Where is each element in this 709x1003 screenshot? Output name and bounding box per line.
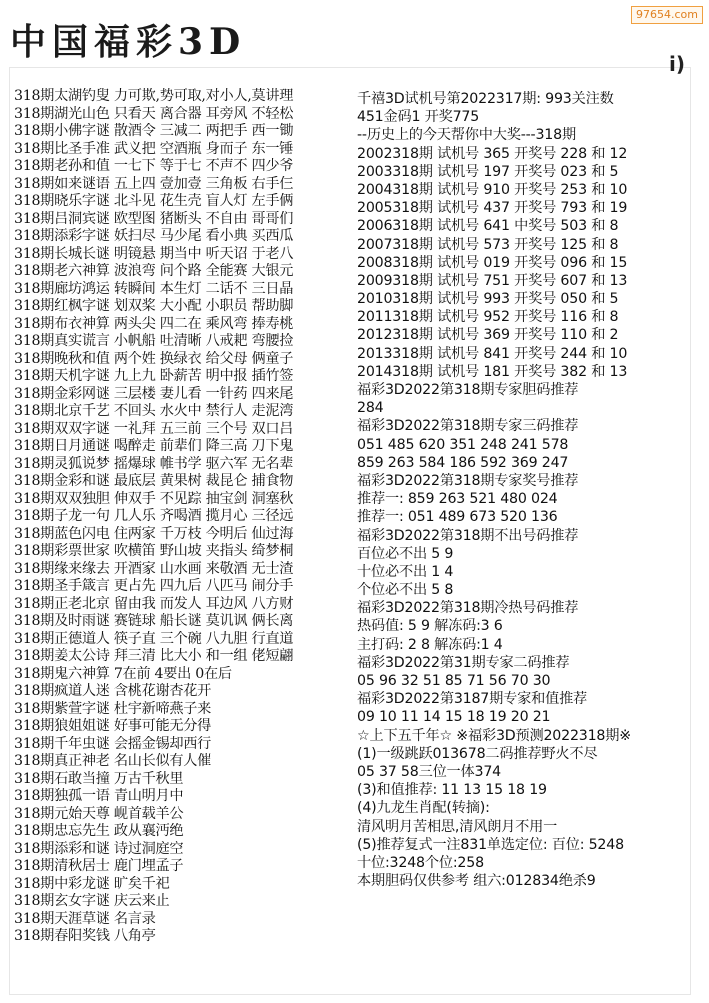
recommendation-line: 2013318期 试机号 841 开奖号 244 和 10 <box>357 345 628 362</box>
puzzle-row: 318期如来谜语 五上四 壹加壹 三角板 右手仨 <box>14 175 294 192</box>
recommendation-line: 2011318期 试机号 952 开奖号 116 和 8 <box>357 309 619 326</box>
recommendation-line: (1)一级跳跃013678二码推荐野火不尽 <box>357 745 598 762</box>
puzzle-row: 318期正德道人 筷子直 三个碗 八九胆 行直道 <box>14 630 294 647</box>
recommendation-line: 284 <box>357 400 384 417</box>
puzzle-row: 318期忠忘先生 政从襄沔绝 <box>14 823 184 839</box>
puzzle-row: 318期老六神算 波浪弯 问个路 全能赛 大银元 <box>14 263 294 279</box>
recommendation-line: 福彩3D2022第3187期专家和值推荐 <box>357 691 588 708</box>
recommendation-line: 2008318期 试机号 019 开奖号 096 和 15 <box>357 254 628 271</box>
puzzle-row: 318期清秋居士 鹿门埋孟子 <box>14 858 184 874</box>
recommendation-line: 本期胆码仅供参考 组六:012834绝杀9 <box>357 873 596 890</box>
recommendation-line: 2004318期 试机号 910 开奖号 253 和 10 <box>357 181 628 198</box>
puzzle-row: 318期鬼六神算 7在前 4要出 0在后 <box>14 665 232 682</box>
recommendation-line: 清风明月苦相思,清风朗月不用一 <box>357 818 558 835</box>
recommendation-line: 百位必不出 5 9 <box>357 545 454 562</box>
puzzle-row: 318期元始天尊 岘首载羊公 <box>14 805 184 822</box>
recommendation-line: 2012318期 试机号 369 开奖号 110 和 2 <box>357 327 619 344</box>
recommendation-line: 2002318期 试机号 365 开奖号 228 和 12 <box>357 145 628 162</box>
recommendation-line: 福彩3D2022第318期专家三码推荐 <box>357 418 579 435</box>
puzzle-row: 318期比圣手准 武义把 空酒瓶 身而子 东一锤 <box>14 140 294 157</box>
recommendation-line: 福彩3D2022第318期不出号码推荐 <box>357 527 579 544</box>
puzzle-row: 318期晚秋和值 两个姓 换绿衣 给父母 俩童子 <box>14 350 294 367</box>
puzzle-row: 318期金彩网谜 三层楼 妻儿看 一针药 四来尾 <box>14 385 294 402</box>
puzzle-row: 318期布衣神算 两头尖 四二在 乘风弯 捧寿桃 <box>14 315 294 332</box>
puzzle-row: 318期姜太公诗 拜三清 比大小 和一组 佬短翩 <box>14 648 294 664</box>
puzzle-row: 318期吕洞宾谜 欧型图 猪断头 不自由 哥哥们 <box>14 210 294 227</box>
puzzle-row: 318期北京千艺 不回头 水火中 禁行人 走泥湾 <box>14 403 294 419</box>
puzzle-row: 318期添彩和谜 诗过洞庭空 <box>14 840 184 857</box>
recommendation-line: 主打码: 2 8 解冻码:1 4 <box>357 636 503 653</box>
puzzle-row: 318期正老北京 留由我 而发人 耳边风 八方财 <box>14 595 294 612</box>
puzzle-row: 318期及时雨谜 赛链球 船长谜 莫讥讽 俩长离 <box>14 613 294 629</box>
puzzle-row: 318期独孤一语 青山明月中 <box>14 788 184 804</box>
recommendation-line: 千禧3D试机号第2022317期: 993关注数 <box>357 91 614 107</box>
recommendation-line: 十位:3248个位:258 <box>357 854 484 871</box>
puzzle-row: 318期狼姐姐谜 好事可能无分得 <box>14 718 212 734</box>
puzzle-row: 318期老孙和值 一七下 等于七 不声不 四少爷 <box>14 158 294 174</box>
puzzle-row: 318期千年虫谜 会摇金锡却西行 <box>14 735 212 752</box>
puzzle-row: 318期金彩和谜 最底层 黄果树 裁昆仑 捕食物 <box>14 473 294 489</box>
puzzle-row: 318期日月通谜 喝醉走 前辈们 降三高 刀下鬼 <box>14 438 294 454</box>
puzzle-row: 318期石敢当撞 万古千秋里 <box>14 770 184 787</box>
puzzle-row: 318期疯道人迷 含桃花谢杏花开 <box>14 683 212 699</box>
puzzle-list <box>14 88 354 946</box>
recommendation-line: (3)和值推荐: 11 13 15 18 19 <box>357 782 547 799</box>
recommendation-line: 05 96 32 51 85 71 56 70 30 <box>357 673 551 689</box>
recommendation-panel <box>357 90 697 890</box>
recommendation-line: 2010318期 试机号 993 开奖号 050 和 5 <box>357 291 619 308</box>
puzzle-row: 318期蓝色闪电 住两家 千万枝 今明后 仙过海 <box>14 525 294 542</box>
puzzle-row: 318期紫萱字谜 杜宇新啼燕子来 <box>14 700 212 717</box>
puzzle-row: 318期长城长谜 明镜悬 期当中 听天诏 于老八 <box>14 245 294 262</box>
puzzle-row: 318期春阳奖钱 八角亭 <box>14 928 156 944</box>
puzzle-row: 318期子龙一句 几人乐 齐喝酒 揽月心 三径远 <box>14 508 294 524</box>
recommendation-line: --历史上的今天帮你中大奖---318期 <box>357 127 576 144</box>
site-watermark: 97654.com <box>631 6 703 24</box>
recommendation-line: 859 263 584 186 592 369 247 <box>357 454 569 471</box>
puzzle-row: 318期缘来缘去 开酒家 山水画 来敬酒 无士渣 <box>14 560 294 577</box>
recommendation-line: (4)九龙生肖配(转摘): <box>357 800 490 817</box>
recommendation-line: 451金码1 开奖775 <box>357 109 480 126</box>
recommendation-line: 09 10 11 14 15 18 19 20 21 <box>357 709 551 726</box>
recommendation-line: 福彩3D2022第318期冷热号码推荐 <box>357 600 579 617</box>
puzzle-row: 318期晓乐字谜 北斗见 花生壳 盲人灯 左手俩 <box>14 193 294 209</box>
recommendation-line: 热码值: 5 9 解冻码:3 6 <box>357 618 503 635</box>
puzzle-row: 318期双双独胆 伸双手 不见踪 抽宝剑 洞塞秋 <box>14 490 294 507</box>
recommendation-line: 2009318期 试机号 751 开奖号 607 和 13 <box>357 272 628 289</box>
recommendation-line: (5)推荐复式一注831单选定位: 百位: 5248 <box>357 836 624 853</box>
brand-right-fragment: i) <box>669 52 685 76</box>
puzzle-row: 318期灵狐说梦 摇爆球 帷书学 驱六军 无名辈 <box>14 455 294 472</box>
recommendation-line: 推荐一: 859 263 521 480 024 <box>357 491 558 508</box>
recommendation-line: 福彩3D2022第31期专家二码推荐 <box>357 654 570 671</box>
puzzle-row: 318期小佛字谜 散酒令 三减二 两把手 西一锄 <box>14 123 294 139</box>
puzzle-row: 318期太湖钓叟 力可欺,势可取,对小人,莫讲理 <box>14 88 294 104</box>
brand-title: 中国福彩3D <box>10 21 247 58</box>
recommendation-line: 福彩3D2022第318期专家奖号推荐 <box>357 472 579 489</box>
puzzle-row: 318期圣手箴言 更占先 四九后 八匹马 闹分手 <box>14 578 294 594</box>
recommendation-line: ☆上下五千年☆ ※福彩3D预测2022318期※ <box>357 727 631 744</box>
recommendation-line: 2005318期 试机号 437 开奖号 793 和 19 <box>357 200 628 217</box>
puzzle-row: 318期天机字谜 九上九 卧薪苦 明中报 插竹签 <box>14 368 294 384</box>
puzzle-row: 318期彩票世家 吹横笛 野山坡 夹指头 绮梦桐 <box>14 543 294 559</box>
recommendation-line: 个位必不出 5 8 <box>357 582 454 599</box>
puzzle-row: 318期湖光山色 只看天 离合器 耳旁风 不轻松 <box>14 105 294 122</box>
puzzle-row: 318期红枫字谜 划双桨 大小配 小职员 帮助脚 <box>14 298 294 314</box>
recommendation-line: 2003318期 试机号 197 开奖号 023 和 5 <box>357 163 619 180</box>
recommendation-line: 推荐一: 051 489 673 520 136 <box>357 509 558 526</box>
puzzle-row: 318期玄女字谜 庆云来止 <box>14 893 170 909</box>
recommendation-line: 05 37 58三位一体374 <box>357 763 502 780</box>
recommendation-line: 2014318期 试机号 181 开奖号 382 和 13 <box>357 363 628 380</box>
puzzle-row: 318期廊坊鸿运 转瞬间 本生灯 二话不 三日晶 <box>14 280 294 297</box>
puzzle-row: 318期真实谎言 小帆船 吐清晰 八戒耙 弯腰捡 <box>14 333 294 349</box>
puzzle-row: 318期中彩龙谜 旷矣千祀 <box>14 875 170 892</box>
recommendation-line: 十位必不出 1 4 <box>357 563 454 580</box>
puzzle-row: 318期真正神老 名山长似有人催 <box>14 753 212 769</box>
puzzle-row: 318期双双字谜 一礼拜 五三前 三个号 双口吕 <box>14 420 294 437</box>
puzzle-row: 318期添彩字谜 妖扫尽 马少尾 看小典 买西瓜 <box>14 228 294 244</box>
puzzle-row: 318期天涯草谜 名言录 <box>14 910 156 927</box>
recommendation-line: 2007318期 试机号 573 开奖号 125 和 8 <box>357 236 619 253</box>
recommendation-line: 2006318期 试机号 641 中奖号 503 和 8 <box>357 218 619 235</box>
recommendation-line: 051 485 620 351 248 241 578 <box>357 436 569 453</box>
recommendation-line: 福彩3D2022第318期专家胆码推荐 <box>357 382 579 398</box>
